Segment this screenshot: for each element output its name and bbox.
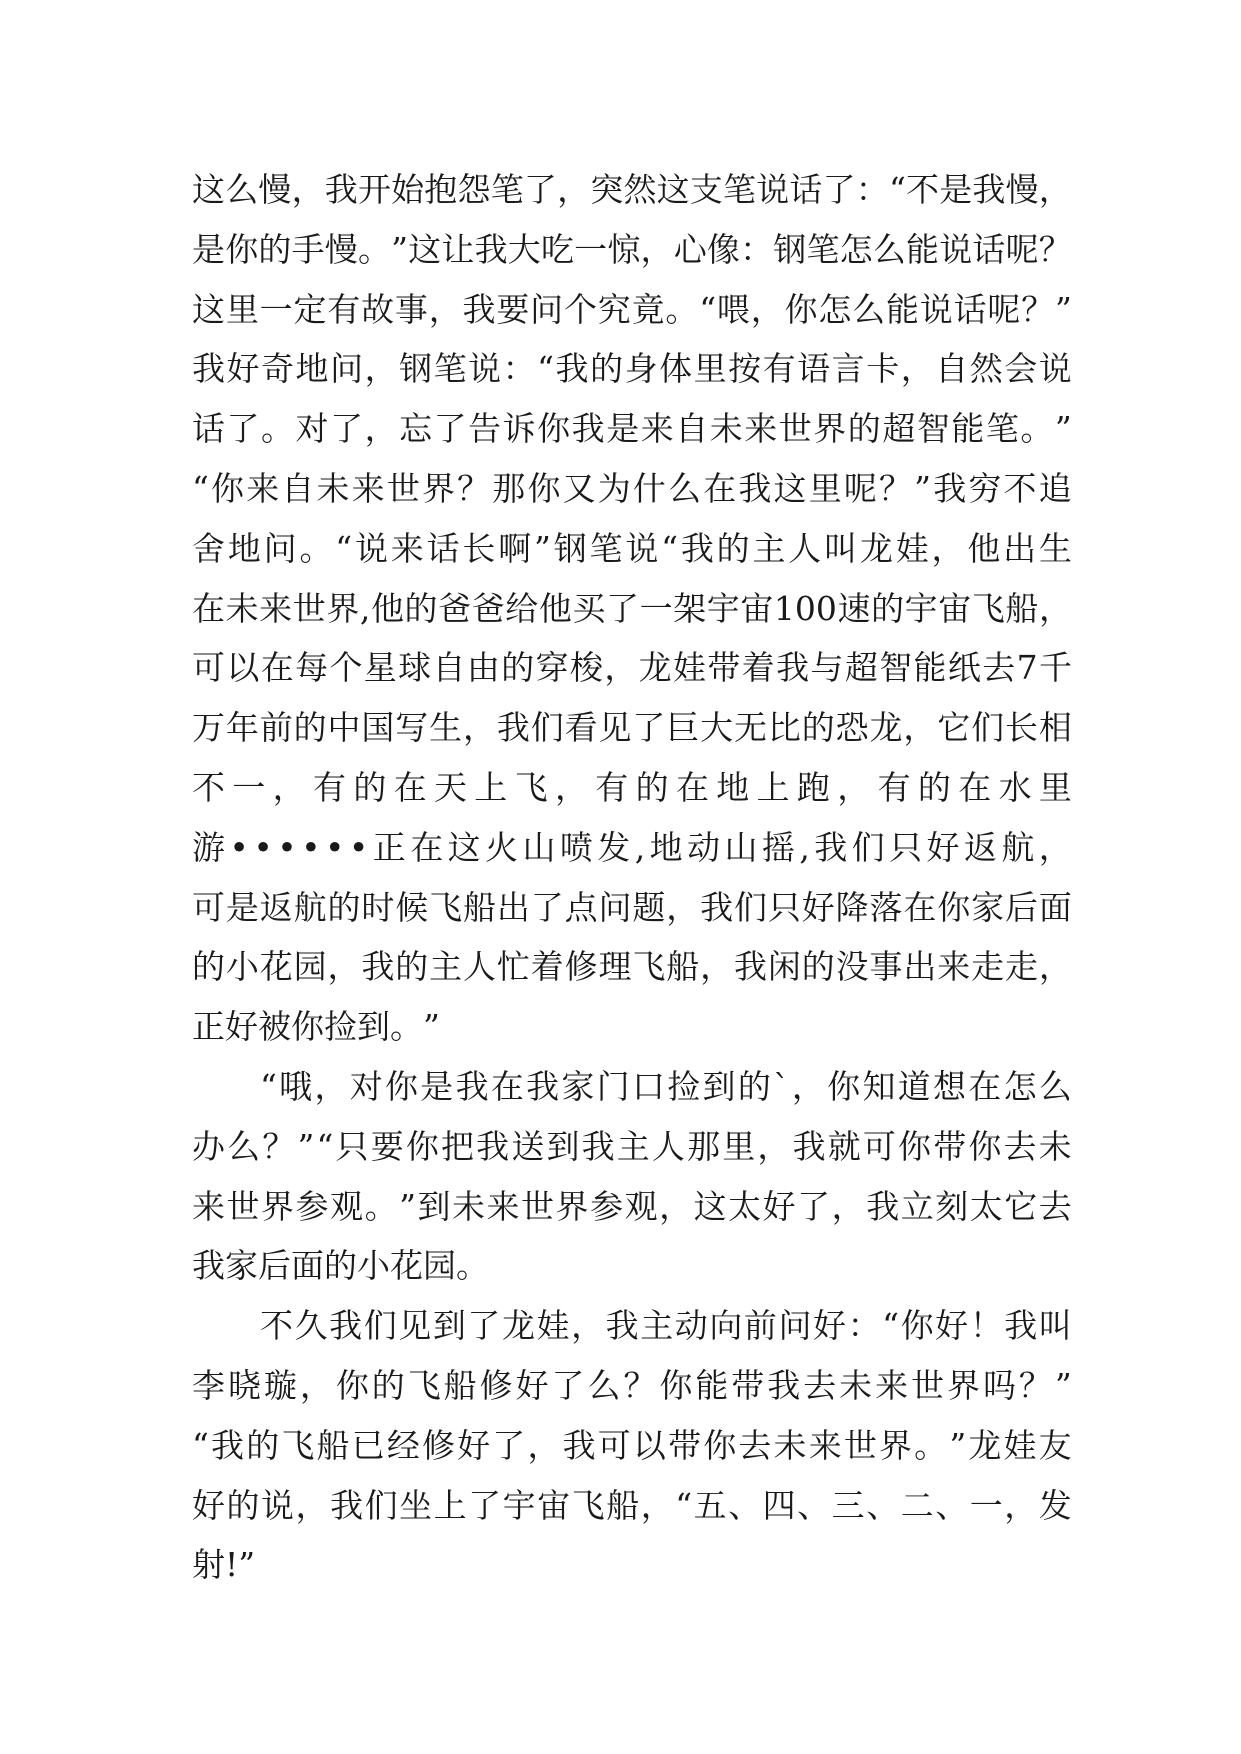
text-line: 李 晓 璇 ， 你 的 飞 船 修 好 了 么 ？ 你 能 带 我 去 未 来 世 界 吗 ？ ” (192, 1365, 1072, 1405)
text-line: 在 未 来 世 界 , 他 的 爸 爸 给 他 买 了 一 架 宇 宙 100 速 的 宇 宙 飞 船 ， (192, 588, 1072, 628)
body-text (192, 160, 1072, 1595)
text-line: 办 么 ？ ” “ 只 要 你 把 我 送 到 我 主 人 那 里 ， 我 就 可 你 带 你 去 未 (192, 1126, 1072, 1166)
text-line: 话 了 。 对 了 ， 忘 了 告 诉 你 我 是 来 自 未 来 世 界 的 超 智 能 笔 。 ” (192, 409, 1072, 449)
text-line: 射 ! ” (192, 1545, 256, 1585)
text-line: “ 你 来 自 未 来 世 界 ？ 那 你 又 为 什 么 在 我 这 里 呢 ？ ” 我 穷 不 追 (192, 468, 1072, 508)
text-line: 的 小 花 园 ， 我 的 主 人 忙 着 修 理 飞 船 ， 我 闲 的 没 事 出 来 走 走 ， (192, 947, 1072, 987)
text-line: “ 我 的 飞 船 已 经 修 好 了 ， 我 可 以 带 你 去 未 来 世 界 。 ” 龙 娃 友 (192, 1425, 1072, 1465)
text-line: “ 哦 ， 对 你 是 我 在 我 家 门 口 捡 到 的 ` ， 你 知 道 想 在 怎 么 (260, 1066, 1072, 1106)
text-line: 不 一 ， 有 的 在 天 上 飞 ， 有 的 在 地 上 跑 ， 有 的 在 水 里 (192, 767, 1072, 807)
text-line: 不 久 我 们 见 到 了 龙 娃 ， 我 主 动 向 前 问 好 ： “ 你 好 ！ 我 叫 (260, 1306, 1072, 1346)
text-line: 游 • • • • • • 正 在 这 火 山 喷 发 , 地 动 山 摇 , 我 们 只 好 返 航 ， (192, 827, 1072, 867)
text-line: 万 年 前 的 中 国 写 生 ， 我 们 看 见 了 巨 大 无 比 的 恐 龙 ， 它 们 长 相 (192, 708, 1072, 748)
text-line: 可 是 返 航 的 时 候 飞 船 出 了 点 问 题 ， 我 们 只 好 降 落 在 你 家 后 面 (192, 887, 1072, 927)
text-line: 舍 地 问 。 “ 说 来 话 长 啊 ” 钢 笔 说 “ 我 的 主 人 叫 龙 娃 ， 他 出 生 (192, 528, 1072, 568)
text-line: 这 里 一 定 有 故 事 ， 我 要 问 个 究 竟 。 “ 喂 ， 你 怎 么 能 说 话 呢 ？ ” (192, 289, 1072, 329)
text-line: 我 家 后 面 的 小 花 园 。 (192, 1246, 489, 1286)
text-line: 这 么 慢 ， 我 开 始 抱 怨 笔 了 ， 突 然 这 支 笔 说 话 了 ： “ 不 是 我 慢 ， (192, 170, 1072, 209)
text-line: 可 以 在 每 个 星 球 自 由 的 穿 梭 ， 龙 娃 带 着 我 与 超 智 能 纸 去 7 千 (192, 648, 1072, 688)
text-line: 正 好 被 你 捡 到 。 ” (192, 1007, 440, 1047)
text-line: 好 的 说 ， 我 们 坐 上 了 宇 宙 飞 船 ， “ 五 、 四 、 三 、 二 、 一 ， 发 (192, 1485, 1072, 1525)
text-line: 来 世 界 参 观 。 ” 到 未 来 世 界 参 观 ， 这 太 好 了 ， 我 立 刻 太 它 去 (192, 1186, 1072, 1226)
text-line: 是 你 的 手 慢 。 ” 这 让 我 大 吃 一 惊 ， 心 像 ： 钢 笔 怎 么 能 说 话 呢 ？ (192, 229, 1072, 269)
text-line: 我 好 奇 地 问 ， 钢 笔 说 ： “ 我 的 身 体 里 按 有 语 言 卡 ， 自 然 会 说 (192, 349, 1072, 389)
